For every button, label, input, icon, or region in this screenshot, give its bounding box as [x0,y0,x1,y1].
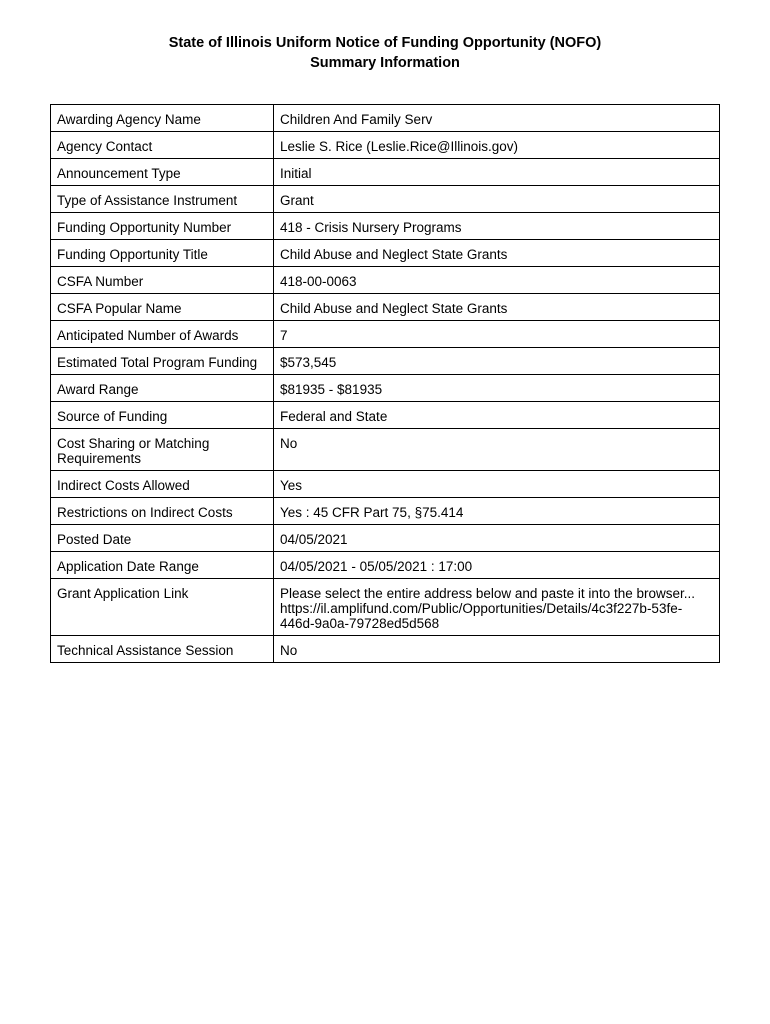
row-label: Announcement Type [51,159,274,186]
table-row [51,402,720,429]
document-header [0,33,770,73]
table-row [51,429,720,471]
table-row [51,213,720,240]
row-value: No [274,636,720,663]
table-row [51,525,720,552]
row-label: Agency Contact [51,132,274,159]
row-label: Anticipated Number of Awards [51,321,274,348]
table-row [51,159,720,186]
row-value: 418 - Crisis Nursery Programs [274,213,720,240]
table-row [51,636,720,663]
row-value: Child Abuse and Neglect State Grants [274,294,720,321]
grant-application-link[interactable]: Please select the entire address below and paste it into the browser... https://il.amplifund.com/Public/Opportunities/Details/4c3f227b-53fe-446d-9a0a-79728ed5d568 [274,579,720,636]
row-value: $573,545 [274,348,720,375]
row-value: 418-00-0063 [274,267,720,294]
table-row [51,552,720,579]
table-row [51,105,720,132]
table-row [51,321,720,348]
row-label: Grant Application Link [51,579,274,636]
row-label: Indirect Costs Allowed [51,471,274,498]
table-row [51,186,720,213]
row-label: Award Range [51,375,274,402]
row-value: $81935 - $81935 [274,375,720,402]
row-label: Cost Sharing or Matching Requirements [51,429,274,471]
table-row [51,498,720,525]
row-value: Yes : 45 CFR Part 75, §75.414 [274,498,720,525]
row-value: Yes [274,471,720,498]
table-row [51,294,720,321]
row-label: Estimated Total Program Funding [51,348,274,375]
row-label: Restrictions on Indirect Costs [51,498,274,525]
row-label: Type of Assistance Instrument [51,186,274,213]
row-value: No [274,429,720,471]
row-value: 04/05/2021 [274,525,720,552]
row-value: 7 [274,321,720,348]
row-label: Funding Opportunity Number [51,213,274,240]
table-row [51,471,720,498]
table-row [51,579,720,636]
row-label: Technical Assistance Session [51,636,274,663]
row-label: Source of Funding [51,402,274,429]
row-value: Initial [274,159,720,186]
table-row [51,267,720,294]
row-value: Federal and State [274,402,720,429]
table-row [51,348,720,375]
table-row [51,375,720,402]
document-subtitle: Summary Information [310,55,460,71]
document-title: State of Illinois Uniform Notice of Funding Opportunity (NOFO) [168,35,602,51]
row-label: Posted Date [51,525,274,552]
summary-table [50,104,720,663]
row-value: Child Abuse and Neglect State Grants [274,240,720,267]
row-label: Awarding Agency Name [51,105,274,132]
row-value: Leslie S. Rice (Leslie.Rice@Illinois.gov) [274,132,720,159]
table-row [51,240,720,267]
row-label: CSFA Number [51,267,274,294]
row-value: Grant [274,186,720,213]
row-value: 04/05/2021 - 05/05/2021 : 17:00 [274,552,720,579]
row-value: Children And Family Serv [274,105,720,132]
row-label: Application Date Range [51,552,274,579]
table-row [51,132,720,159]
row-label: CSFA Popular Name [51,294,274,321]
row-label: Funding Opportunity Title [51,240,274,267]
